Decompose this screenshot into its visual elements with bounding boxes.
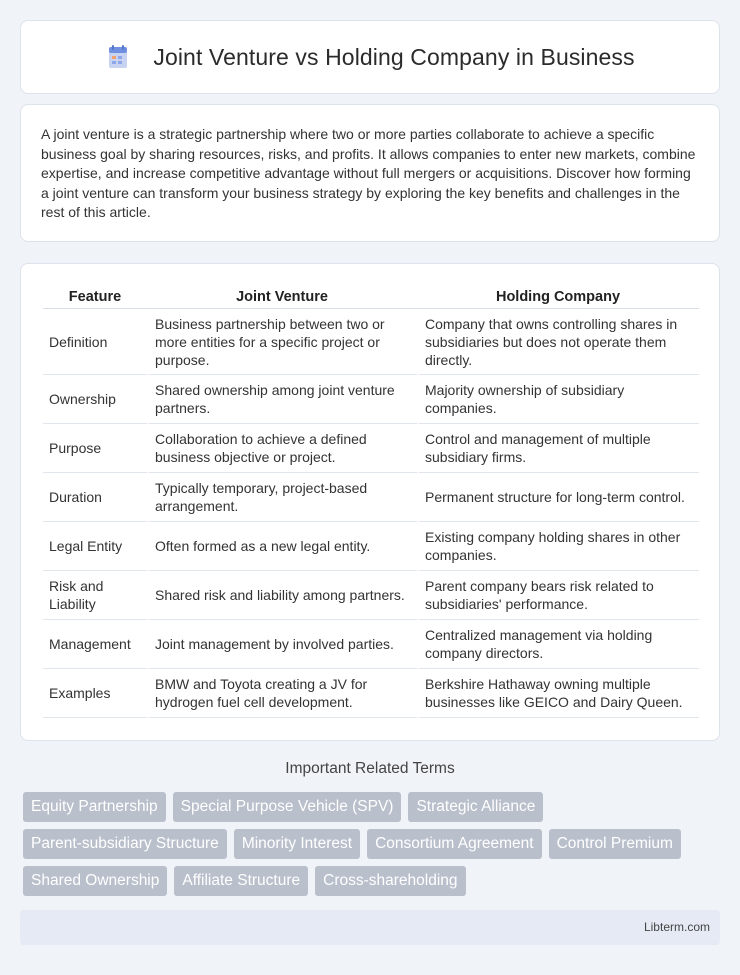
joint-venture-cell: Collaboration to achieve a defined business objective or project. bbox=[147, 424, 417, 473]
holding-company-cell: Company that owns controlling shares in subsidiaries but does not operate them directly. bbox=[417, 309, 699, 375]
comparison-table bbox=[43, 284, 699, 718]
header-holding-company: Holding Company bbox=[417, 284, 699, 309]
table-row bbox=[43, 620, 699, 669]
holding-company-cell: Existing company holding shares in other companies. bbox=[417, 522, 699, 571]
feature-cell: Legal Entity bbox=[43, 522, 147, 571]
holding-company-cell: Centralized management via holding company directors. bbox=[417, 620, 699, 669]
related-terms-tags bbox=[20, 792, 720, 896]
feature-cell: Definition bbox=[43, 309, 147, 375]
tag-control-premium[interactable]: Control Premium bbox=[549, 829, 681, 859]
intro-text: A joint venture is a strategic partnership where two or more parties collaborate to achieve a specific business goal by sharing resources, risks, and profits. It allows companies to enter new markets, combine expertise, and increase competitive advantage without full mergers or acquisitions. Discover how forming a joint venture can transform your business strategy by exploring the key benefits and challenges in the rest of this article. bbox=[41, 126, 696, 221]
joint-venture-cell: Shared ownership among joint venture partners. bbox=[147, 375, 417, 424]
table-header-row bbox=[43, 284, 699, 309]
joint-venture-cell: Shared risk and liability among partners. bbox=[147, 571, 417, 620]
tag-special-purpose-vehicle[interactable]: Special Purpose Vehicle (SPV) bbox=[173, 792, 402, 822]
related-terms-section bbox=[20, 760, 720, 896]
page-title: Joint Venture vs Holding Company in Business bbox=[153, 43, 635, 70]
footer-brand-link[interactable]: Libterm.com bbox=[643, 920, 710, 934]
tag-minority-interest[interactable]: Minority Interest bbox=[234, 829, 360, 859]
header-joint-venture: Joint Venture bbox=[147, 284, 417, 309]
feature-cell: Purpose bbox=[43, 424, 147, 473]
feature-cell: Duration bbox=[43, 473, 147, 522]
holding-company-cell: Berkshire Hathaway owning multiple businesses like GEICO and Dairy Queen. bbox=[417, 669, 699, 718]
table-row bbox=[43, 669, 699, 718]
tag-strategic-alliance[interactable]: Strategic Alliance bbox=[408, 792, 543, 822]
footer bbox=[20, 910, 720, 945]
intro-card bbox=[20, 104, 720, 242]
header-card bbox=[20, 20, 720, 94]
joint-venture-cell: Joint management by involved parties. bbox=[147, 620, 417, 669]
holding-company-cell: Parent company bears risk related to subsidiaries' performance. bbox=[417, 571, 699, 620]
tag-cross-shareholding[interactable]: Cross-shareholding bbox=[315, 866, 465, 896]
feature-cell: Risk and Liability bbox=[43, 571, 147, 620]
joint-venture-cell: BMW and Toyota creating a JV for hydrogen fuel cell development. bbox=[147, 669, 417, 718]
table-row bbox=[43, 424, 699, 473]
feature-cell: Management bbox=[43, 620, 147, 669]
table-row bbox=[43, 571, 699, 620]
holding-company-cell: Majority ownership of subsidiary companies. bbox=[417, 375, 699, 424]
tag-shared-ownership[interactable]: Shared Ownership bbox=[23, 866, 167, 896]
tag-parent-subsidiary-structure[interactable]: Parent-subsidiary Structure bbox=[23, 829, 227, 859]
tag-affiliate-structure[interactable]: Affiliate Structure bbox=[174, 866, 308, 896]
tag-consortium-agreement[interactable]: Consortium Agreement bbox=[367, 829, 542, 859]
related-terms-title: Important Related Terms bbox=[285, 760, 455, 777]
joint-venture-cell: Typically temporary, project-based arrangement. bbox=[147, 473, 417, 522]
feature-cell: Ownership bbox=[43, 375, 147, 424]
holding-company-cell: Permanent structure for long-term control. bbox=[417, 473, 699, 522]
holding-company-cell: Control and management of multiple subsidiary firms. bbox=[417, 424, 699, 473]
header-feature: Feature bbox=[43, 284, 147, 309]
tag-equity-partnership[interactable]: Equity Partnership bbox=[23, 792, 166, 822]
table-row bbox=[43, 309, 699, 375]
document-icon bbox=[105, 44, 131, 70]
comparison-table-card bbox=[20, 263, 720, 741]
feature-cell: Examples bbox=[43, 669, 147, 718]
joint-venture-cell: Often formed as a new legal entity. bbox=[147, 522, 417, 571]
joint-venture-cell: Business partnership between two or more entities for a specific project or purpose. bbox=[147, 309, 417, 375]
table-row bbox=[43, 375, 699, 424]
table-row bbox=[43, 473, 699, 522]
table-row bbox=[43, 522, 699, 571]
